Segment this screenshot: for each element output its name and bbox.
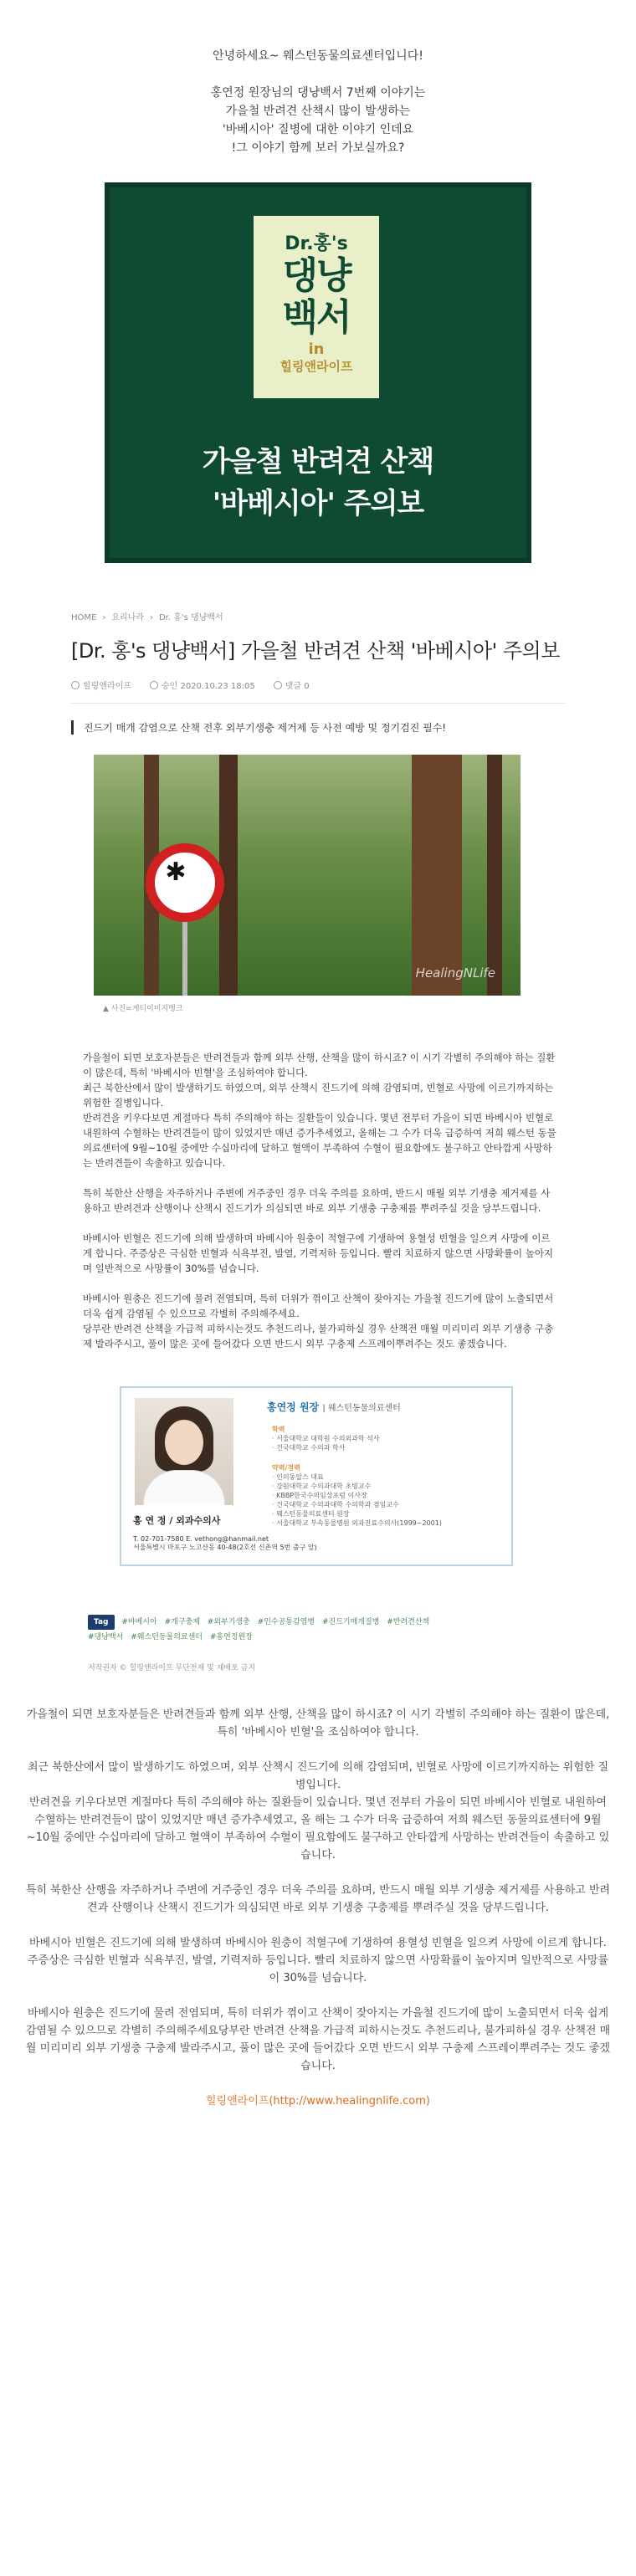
sign-pole xyxy=(182,920,187,996)
body-paragraph: 반려견을 키우다보면 계절마다 특히 주의해야 하는 질환들이 있습니다. 몇년 전부터 가을이 되면 바베시아 빈혈로 내원하여 수혈하는 반려견들이 많이 있었지만 매년 증가추세였고, 올 해는 그 수가 더욱 급증하여 저희 웨스턴 동물의료센터에 9월~10월 중에만 수십마리에 달하고 혈액이 부족하여 수혈이 필요함에도 불구하고 안타깝게 사망하는 반려견들이 속출하고 있습니다. xyxy=(26,1796,610,1862)
education-item: · 건국대학교 수의과 학사 xyxy=(272,1444,346,1452)
photo-caption: ▲ 사진=게티이미지뱅크 xyxy=(103,1005,183,1013)
article xyxy=(71,610,565,1672)
contact-address: 서울특별시 마포구 노고산동 40-48(2호선 신촌역 5번 출구 앞) xyxy=(133,1544,317,1551)
article-title: [Dr. 홍's 댕냥백서] 가을철 반려견 산책 '바베시아' 주의보 xyxy=(71,639,560,663)
reposted-body xyxy=(25,1706,611,2075)
body-paragraph: 가을철이 되면 보호자분들은 반려견들과 함께 외부 산행, 산책을 많이 하시죠? 이 시기 각별히 주의해야 하는 질환이 많은데, 특히 '바베시아 빈혈'을 조심하여야 합니다. xyxy=(26,1708,610,1739)
clock-icon xyxy=(150,681,158,689)
author-name: 힐링앤라이프 xyxy=(83,682,131,691)
breadcrumb: HOME › 요리나라 › Dr. 홍's 댕냥백서 xyxy=(71,613,223,622)
banner-brand: 힐링앤라이프 xyxy=(280,359,353,374)
body-paragraph: 가을철이 되면 보호자분들은 반려견들과 함께 외부 산행, 산책을 많이 하시죠? 이 시기 각별히 주의해야 하는 질환이 많은데, 특히 '바베시아 빈혈'을 조심하여야 합니다. xyxy=(83,1052,556,1078)
article-date xyxy=(150,679,255,691)
body-paragraph: 바베시아 원충은 진드기에 물려 전염되며, 특히 더위가 꺾이고 산책이 잦아지는 가을철 진드기에 많이 노출되면서 더욱 쉽게 감염될 수 있으므로 각별히 주의해주세요. xyxy=(83,1293,554,1319)
profile-signature: 홍 연 정 / 외과수의사 xyxy=(133,1515,221,1526)
copyright-notice: 저작권자 © 힐링앤라이프 무단전재 및 재배포 금지 xyxy=(88,1664,256,1672)
tag-link[interactable]: #외부기생충 xyxy=(207,1618,250,1626)
comment-icon xyxy=(274,681,282,689)
tag-link[interactable]: #인수공통감염병 xyxy=(257,1618,315,1626)
title-banner-image xyxy=(105,182,531,563)
banner-logo-card xyxy=(254,216,379,398)
banner-dr-hong: Dr.홍's xyxy=(285,233,348,254)
banner-in: in xyxy=(308,341,325,358)
tag-link[interactable]: #웨스턴동물의료센터 xyxy=(131,1633,203,1641)
body-paragraph: 특히 북한산 산행을 자주하거나 주변에 거주중인 경우 더욱 주의를 요하며, 반드시 매월 외부 기생충 제거제를 사용하고 반려견과 산행이나 산책시 진드기가 의심되면 바로 외부 기생충 구충제를 뿌려주실 것을 당부드립니다. xyxy=(83,1187,551,1214)
profile-career xyxy=(272,1463,442,1528)
tag-link[interactable]: #개구충제 xyxy=(164,1618,200,1626)
article-meta xyxy=(71,679,565,704)
comment-count: 댓글 0 xyxy=(285,682,310,691)
profile-name xyxy=(267,1400,401,1414)
tick-warning-photo xyxy=(94,755,521,996)
profile-contact xyxy=(133,1535,317,1552)
contact-phone-email: T. 02-701-7580 E. vethong@hanmail.net xyxy=(133,1535,269,1543)
body-paragraph: 바베시아 빈혈은 진드기에 의해 발생하며 바베시아 원충이 적혈구에 기생하여 용혈성 빈혈을 일으켜 사망에 이르게 합니다. 주증상은 극심한 빈혈과 식욕부진, 발열, 기력저하 등입니다. 빨리 치료하지 않으면 사망확률이 높아지며 일반적으로 사망률이 30%를 넘습니다. xyxy=(27,1937,609,1984)
tag-link[interactable]: #반려견산책 xyxy=(387,1618,430,1626)
tag-link[interactable]: #진드기매개질병 xyxy=(321,1618,380,1626)
date-text: 승인 2020.10.23 18:05 xyxy=(161,682,255,691)
banner-title-line2: '바베시아' 주의보 xyxy=(212,487,424,520)
body-paragraph: 최근 북한산에서 많이 발생하기도 하였으며, 외부 산책시 진드기에 의해 감염되며, 빈혈로 사망에 이르기까지하는 위험한 질병입니다. xyxy=(27,1761,609,1791)
breadcrumb-subsection[interactable]: Dr. 홍's 댕냥백서 xyxy=(158,613,223,622)
education-title: 학력 xyxy=(272,1426,285,1433)
author-photo xyxy=(135,1398,233,1505)
career-item: · 웨스턴동물의료센터 원장 xyxy=(272,1510,350,1518)
career-item: · KBBP한국수의임상포럼 이사장 xyxy=(272,1492,367,1499)
author-profile-card xyxy=(120,1386,513,1566)
education-item: · 서울대학교 대학원 수의외과학 석사 xyxy=(272,1435,380,1442)
breadcrumb-home[interactable]: HOME xyxy=(71,613,97,622)
user-icon xyxy=(71,681,80,689)
intro-line: '바베시아' 질병에 대한 이야기 인데요 xyxy=(222,123,414,136)
intro-text xyxy=(0,0,636,157)
intro-line: 가을철 반려견 산책시 많이 발생하는 xyxy=(225,105,411,118)
body-paragraph: 당부란 반려견 산책을 가급적 피하시는것도 추천드리나, 불가피하실 경우 산책전 매월 미리미리 외부 기생충 구충제 발라주시고, 풀이 많은 곳에 들어갔다 오면 반드시 외부 구충제 스프레이뿌려주는 것도 좋겠습니다. xyxy=(83,1323,554,1349)
article-author xyxy=(71,679,131,691)
body-paragraph: 바베시아 원충은 진드기에 물려 전염되며, 특히 더위가 꺾이고 산책이 잦아지는 가을철 진드기에 많이 노출되면서 더욱 쉽게 감염될 수 있으므로 각별히 주의해주세요당부란 반려견 산책을 가급적 피하시는것도 추천드리나, 불가피하실 경우 산책전 매월 미리미리 외부 기생충 구충제 발라주시고, 풀이 많은 곳에 들어갔다 오면 반드시 외부 구충제 스프레이뿌려주는 것도 좋겠습니다. xyxy=(25,2007,611,2072)
body-paragraph: 특히 북한산 산행을 자주하거나 주변에 거주중인 경우 더욱 주의를 요하며, 반드시 매월 외부 기생충 제거제를 사용하고 반려견과 산행이나 산책시 진드기가 의심되면 바로 외부 기생충 구충제를 뿌려주실 것을 당부드립니다. xyxy=(25,1884,611,1914)
intro-line: 안녕하세요~ 웨스턴동물의료센터입니다! xyxy=(213,49,423,63)
career-item: · 강원대학교 수의과대학 초빙교수 xyxy=(272,1483,372,1490)
article-comments[interactable] xyxy=(274,679,310,691)
banner-title-line1: 가을철 반려견 산책 xyxy=(202,445,434,479)
career-item: · 서울대학교 부속동물병원 외과진료수의사(1999~2001) xyxy=(272,1519,442,1527)
tick-icon: ✱ xyxy=(165,858,187,887)
tag-link[interactable]: #바베시아 xyxy=(121,1618,157,1626)
source-link[interactable]: 힐링앤라이프(http://www.healingnlife.com) xyxy=(205,2095,430,2107)
banner-baekseo: 백서 xyxy=(282,296,351,339)
breadcrumb-section[interactable]: 요리나라 xyxy=(111,613,144,622)
profile-affiliation: | 웨스턴동물의료센터 xyxy=(322,1404,401,1413)
tag-list xyxy=(71,1615,565,1645)
banner-daengnyang: 댕냥 xyxy=(282,254,351,297)
intro-line: !그 이야기 함께 보러 가보실까요? xyxy=(231,141,405,155)
article-body xyxy=(71,1050,565,1351)
intro-line: 홍연정 원장님의 댕냥백서 7번째 이야기는 xyxy=(210,86,426,100)
profile-name-text: 홍연정 원장 xyxy=(267,1401,320,1413)
body-paragraph: 최근 북한산에서 많이 발생하기도 하였으며, 외부 산책시 진드기에 의해 감염되며, 빈혈로 사망에 이르기까지하는 위험한 질병입니다. xyxy=(83,1082,554,1109)
photo-watermark: HealingNLife xyxy=(415,965,495,981)
career-item: · 인의동압스 대표 xyxy=(272,1473,324,1481)
tag-link[interactable]: #댕냥백서 xyxy=(88,1633,124,1641)
profile-education xyxy=(272,1425,380,1452)
tag-label: Tag xyxy=(88,1615,115,1630)
body-paragraph: 바베시아 빈혈은 진드기에 의해 발생하며 바베시아 원충이 적혈구에 기생하여 용혈성 빈혈을 일으켜 사망에 이르게 합니다. 주증상은 극심한 빈혈과 식욕부진, 발열, 기력저하 등입니다. 빨리 치료하지 않으면 사망확률이 높아지며 일반적으로 사망률이 30%를 넘습니다. xyxy=(83,1232,554,1274)
article-lead: 진드기 매개 감염으로 산책 전후 외부기생충 제거제 등 사전 예방 및 정기검진 필수! xyxy=(71,720,565,735)
career-title: 약력/경력 xyxy=(272,1464,300,1472)
career-item: · 건국대학교 수의과대학 수의학과 겸임교수 xyxy=(272,1501,399,1508)
tag-link[interactable]: #홍연정원장 xyxy=(209,1633,253,1641)
body-paragraph: 반려견을 키우다보면 계절마다 특히 주의해야 하는 질환들이 있습니다. 몇년 전부터 가을이 되면 바베시아 빈혈로 내원하여 수혈하는 반려견들이 많이 있었지만 매년 증가추세였고, 올해는 그 수가 더욱 급증하여 저희 웨스턴 동물의료센터에 9월~10월 중에만 수십마리에 달하고 혈액이 부족하여 수혈이 필요함에도 불구하고 안타깝게 사망하는 반려견들이 속출하고 있습니다. xyxy=(83,1112,556,1169)
